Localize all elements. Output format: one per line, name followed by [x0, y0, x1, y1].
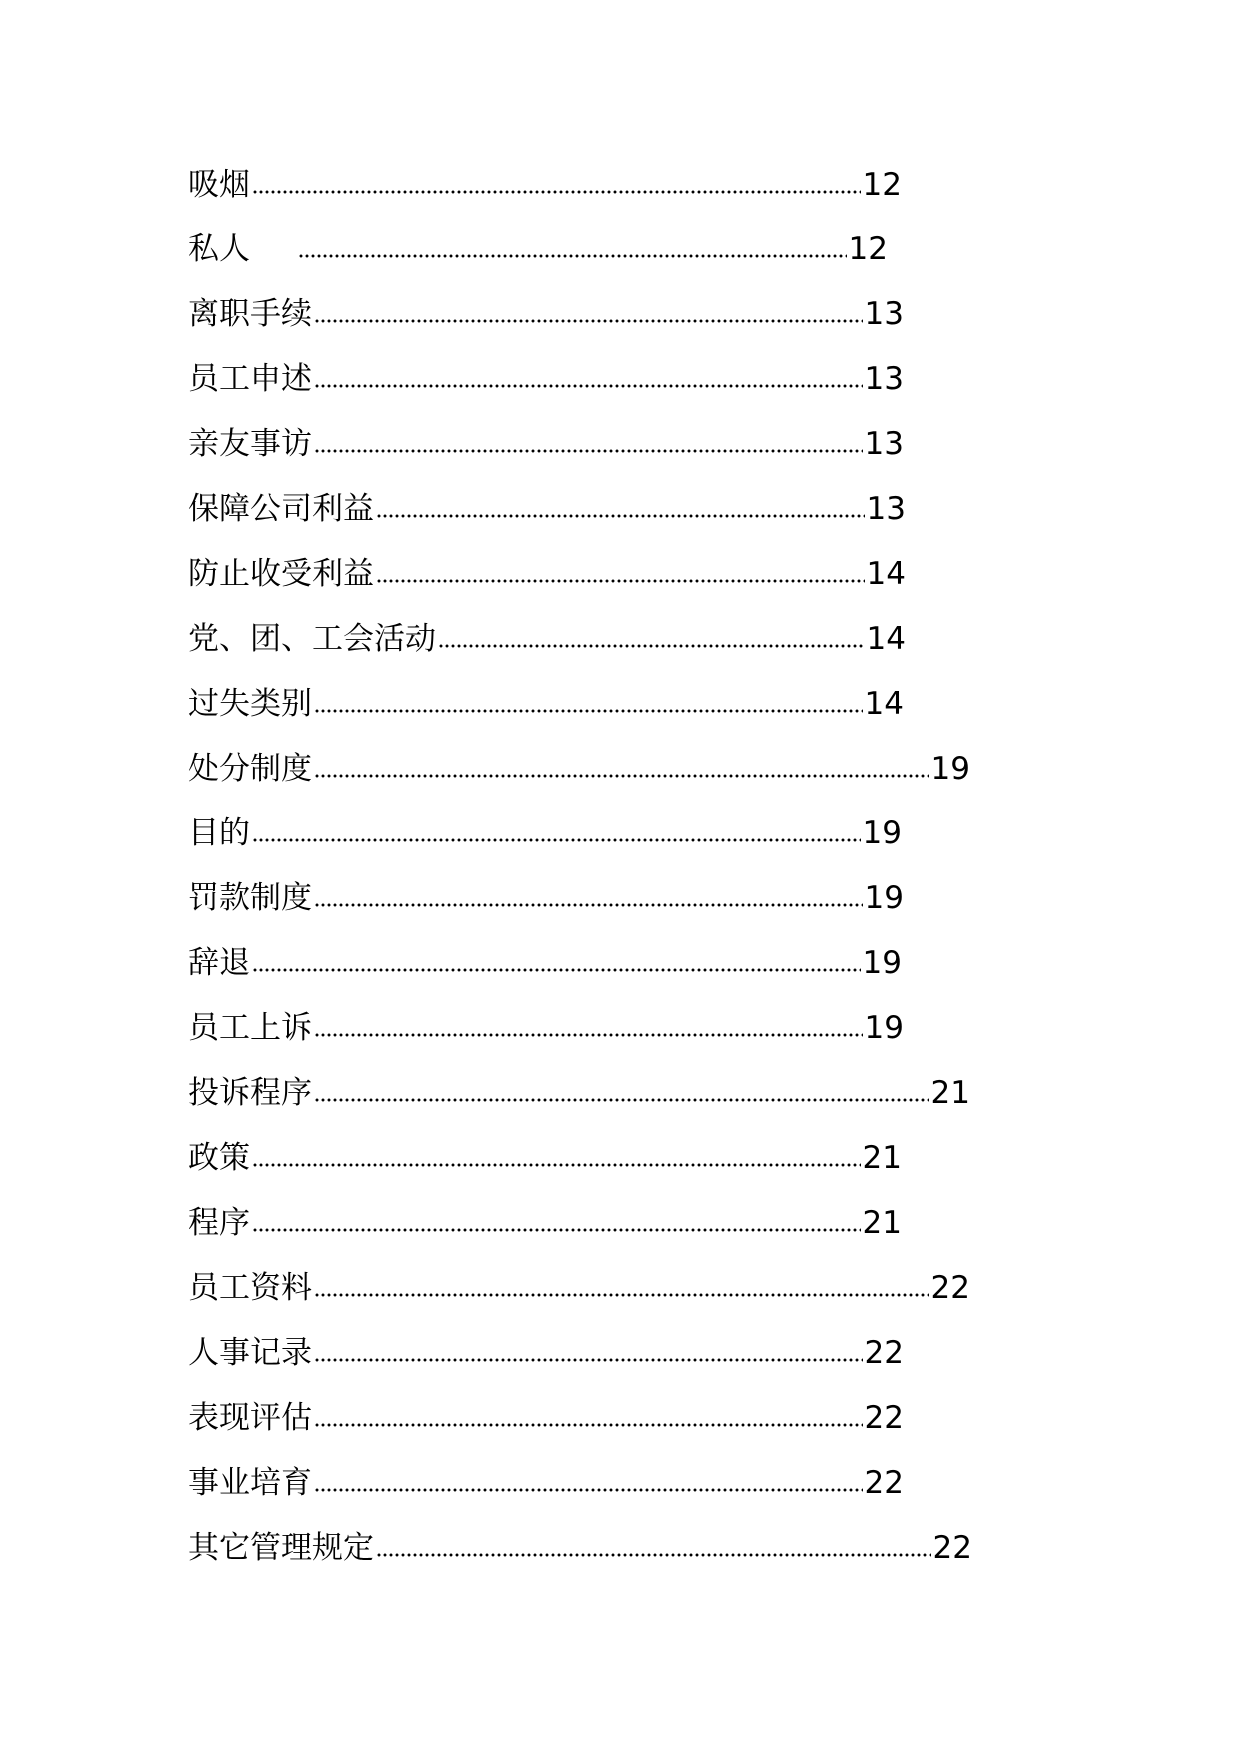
toc-entry-title: 防止收受利益	[188, 556, 374, 592]
dot-leader	[252, 1200, 861, 1246]
dot-leader	[298, 226, 847, 272]
toc-entry-title: 党、团、工会活动	[188, 621, 436, 657]
toc-entry-title: 员工资料	[188, 1270, 312, 1306]
toc-entry	[188, 746, 970, 792]
toc-entry-title: 辞退	[188, 945, 250, 981]
dot-leader	[252, 1135, 861, 1181]
toc-entry-title: 过失类别	[188, 686, 312, 722]
toc-entry	[188, 162, 902, 208]
dot-leader	[314, 681, 863, 727]
toc-entry-page: 19	[930, 751, 970, 787]
toc-entry	[188, 1330, 904, 1376]
toc-entry	[188, 1200, 902, 1246]
toc-entry	[188, 551, 906, 597]
dot-leader	[438, 616, 865, 662]
toc-entry	[188, 1135, 902, 1181]
toc-entry	[188, 681, 904, 727]
toc-entry-page: 13	[864, 361, 904, 397]
toc-entry-page: 21	[930, 1075, 970, 1111]
toc-entry	[188, 486, 906, 532]
toc-entry	[188, 1395, 904, 1441]
toc-entry-title: 人事记录	[188, 1335, 312, 1371]
toc-entry-title: 投诉程序	[188, 1075, 312, 1111]
toc-entry-title: 离职手续	[188, 296, 312, 332]
toc-entry	[188, 810, 902, 856]
dot-leader	[314, 356, 863, 402]
toc-entry	[188, 421, 904, 467]
toc-entry-page: 12	[862, 167, 902, 203]
toc-entry-page: 19	[862, 945, 902, 981]
dot-leader	[314, 1460, 863, 1506]
toc-entry-title: 目的	[188, 815, 250, 851]
dot-leader	[314, 1395, 863, 1441]
dot-leader	[252, 810, 861, 856]
toc-entry	[188, 226, 888, 272]
toc-entry-page: 22	[864, 1400, 904, 1436]
toc-entry-page: 13	[864, 426, 904, 462]
dot-leader	[252, 940, 861, 986]
toc-entry-page: 19	[864, 1010, 904, 1046]
toc-entry-title: 其它管理规定	[188, 1530, 374, 1566]
dot-leader	[252, 162, 861, 208]
dot-leader	[314, 875, 863, 921]
toc-entry-title: 罚款制度	[188, 880, 312, 916]
dot-leader	[314, 421, 863, 467]
toc-entry	[188, 356, 904, 402]
toc-entry-title: 政策	[188, 1140, 250, 1176]
toc-entry-title: 吸烟	[188, 167, 250, 203]
dot-leader	[314, 1265, 929, 1311]
toc-entry	[188, 875, 904, 921]
toc-entry-page: 13	[866, 491, 906, 527]
dot-leader	[314, 1330, 863, 1376]
toc-entry-page: 21	[862, 1140, 902, 1176]
toc-entry-title: 保障公司利益	[188, 491, 374, 527]
toc-entry-page: 22	[864, 1335, 904, 1371]
toc-entry	[188, 1525, 972, 1571]
toc-entry-page: 22	[864, 1465, 904, 1501]
toc-entry	[188, 616, 906, 662]
dot-leader	[314, 1005, 863, 1051]
toc-entry-title: 私人	[188, 231, 250, 267]
toc-entry-page: 13	[864, 296, 904, 332]
toc-entry-page: 14	[866, 621, 906, 657]
dot-leader	[314, 291, 863, 337]
toc-entry-page: 19	[862, 815, 902, 851]
dot-leader	[376, 551, 865, 597]
toc-entry-page: 22	[930, 1270, 970, 1306]
toc-entry-title: 程序	[188, 1205, 250, 1241]
toc-entry	[188, 1460, 904, 1506]
dot-leader	[314, 1070, 929, 1116]
toc-entry	[188, 1265, 970, 1311]
toc-entry-title: 表现评估	[188, 1400, 312, 1436]
toc-entry-title: 员工上诉	[188, 1010, 312, 1046]
toc-entry-title: 员工申述	[188, 361, 312, 397]
dot-leader	[314, 746, 929, 792]
toc-entry	[188, 291, 904, 337]
toc-entry-page: 21	[862, 1205, 902, 1241]
toc-entry-page: 14	[864, 686, 904, 722]
toc-entry	[188, 1070, 970, 1116]
toc-entry-title: 事业培育	[188, 1465, 312, 1501]
toc-entry-title: 处分制度	[188, 751, 312, 787]
toc-entry-page: 22	[932, 1530, 972, 1566]
toc-entry	[188, 940, 902, 986]
dot-leader	[376, 486, 865, 532]
toc-entry-page: 12	[848, 231, 888, 267]
toc-entry-title: 亲友事访	[188, 426, 312, 462]
toc-entry-page: 14	[866, 556, 906, 592]
toc-entry-page: 19	[864, 880, 904, 916]
toc-entry	[188, 1005, 904, 1051]
dot-leader	[376, 1525, 931, 1571]
